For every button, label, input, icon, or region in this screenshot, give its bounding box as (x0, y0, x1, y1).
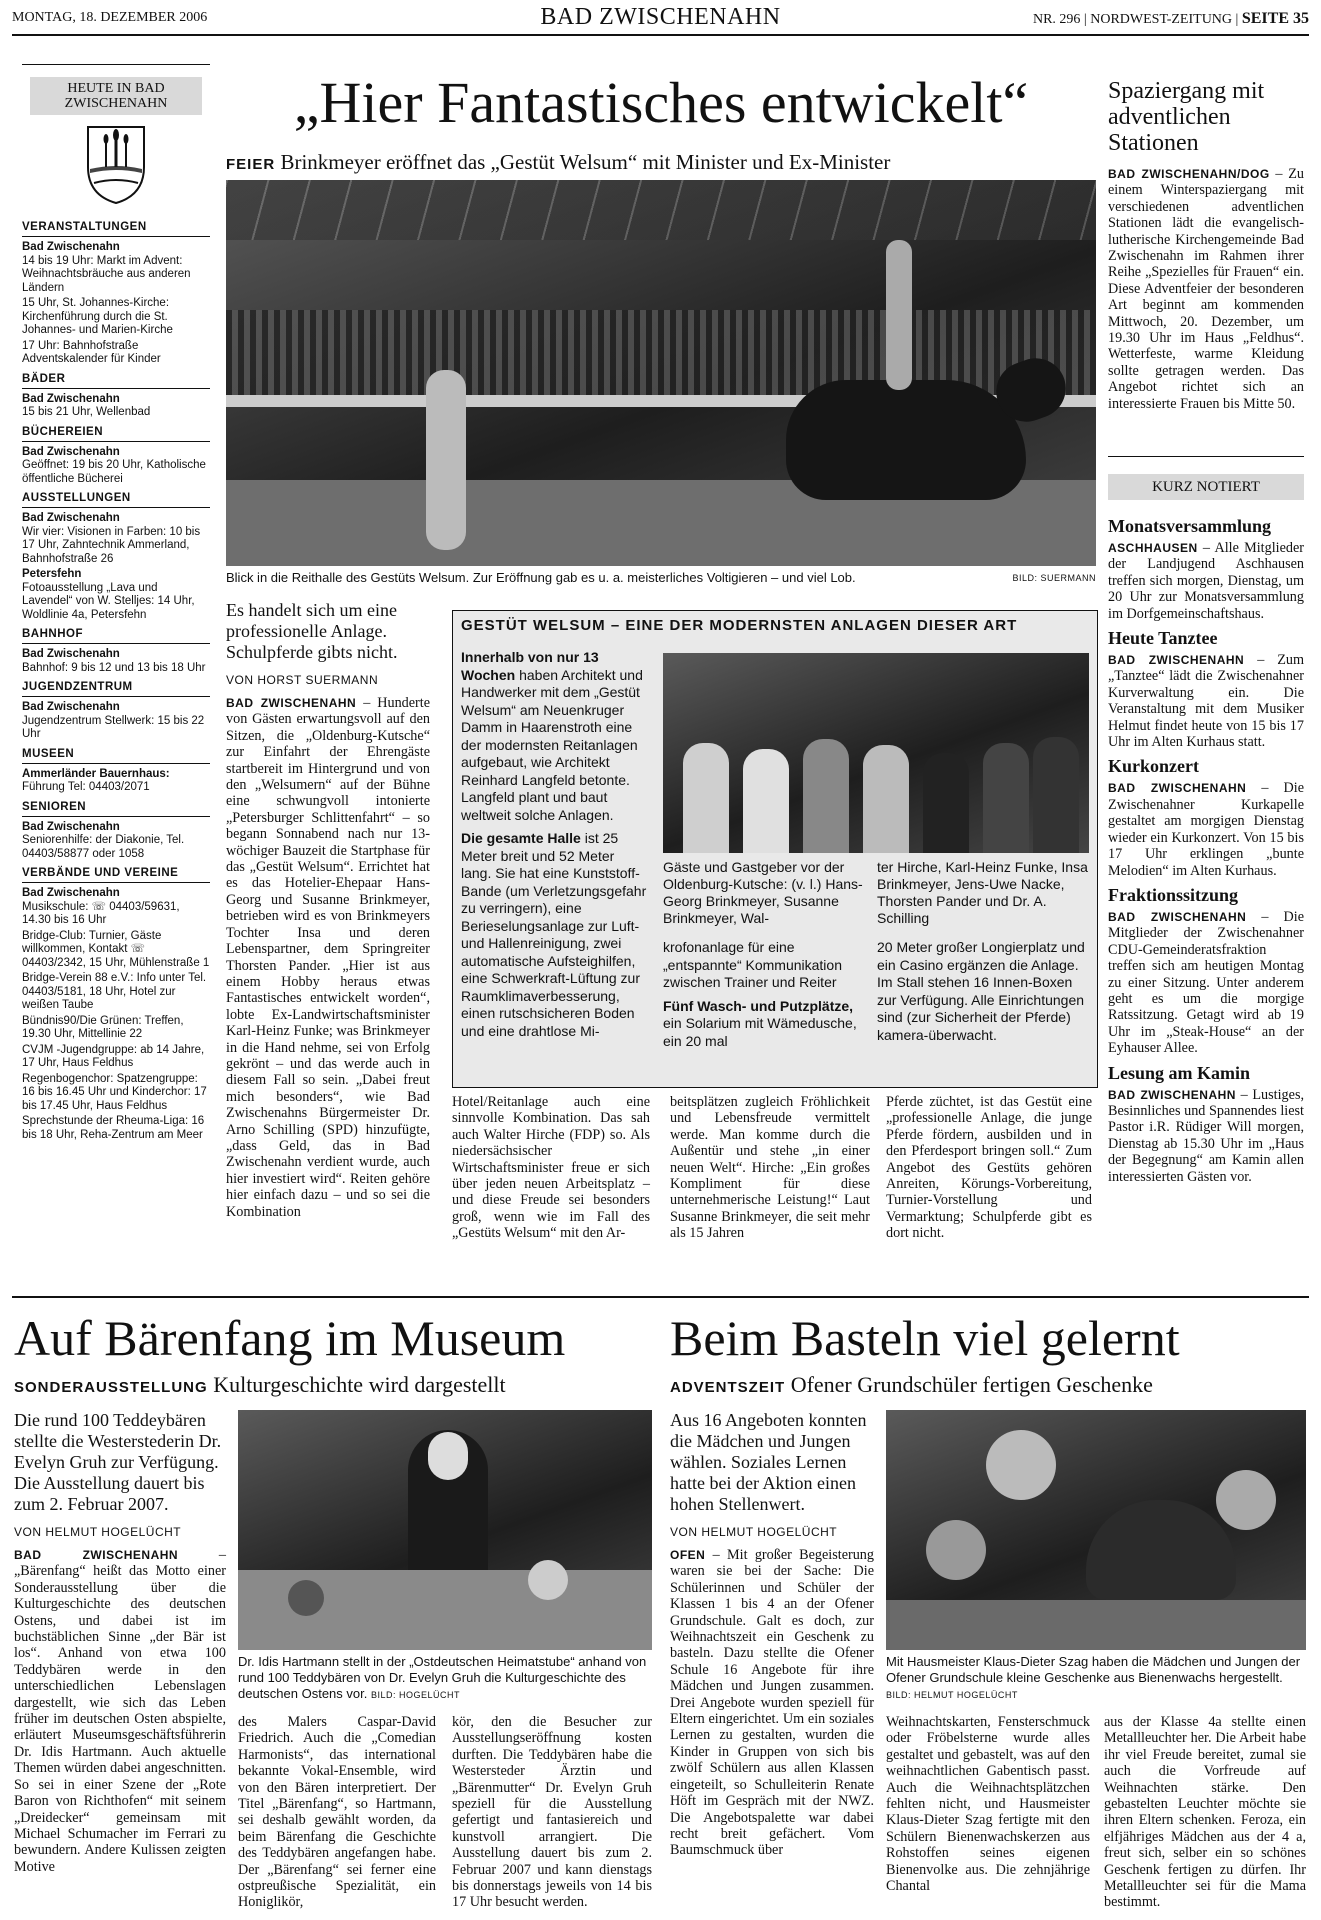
kurz-notiert-title: KURZ NOTIERT (1108, 474, 1304, 500)
main-intro: Es handelt sich um eine professionelle Anlage. Schulpferde gibts nicht. (226, 600, 398, 662)
sidebar-listings (22, 221, 210, 1142)
info-box (452, 610, 1098, 1088)
sidebar-listing: Bad Zwischenahn Musikschule: ☏ 04403/59631, 14.30 bis 16 Uhr (22, 887, 180, 926)
main-photo-caption: Blick in die Reithalle des Gestüts Welsum. Zur Eröffnung gab es u. a. meisterliches Voltigieren – und viel Lob. (226, 570, 856, 585)
basteln-caption: Mit Hausmeister Klaus-Dieter Szag haben die Mädchen und Jungen der Ofener Grundschule kleine Geschenke aus Bienenwachs hergestellt. BILD: HELMUT HOGELÜCHT (886, 1654, 1301, 1700)
kurz-notiert-text: BAD ZWISCHENAHN – Die Mitglieder der Zwischenahner CDU-Gemeinderatsfraktion treffen sich am heutigen Montag zu einer Sitzung. Unter anderem geht es um die morgige Ratssitzung. Getagt wird ab 19 Uhr im „Steak-House“ an der Eyhauser Allee. (1108, 908, 1304, 1057)
sidebar-listing: Bad Zwischenahn 14 bis 19 Uhr: Markt im Advent: Weihnachtsbräuche aus anderen Ländern (22, 241, 191, 294)
walk-title: Spaziergang mit adventlichen Stationen (1108, 78, 1265, 156)
walk-article: Spaziergang mit adventlichen Stationen BAD ZWISCHENAHN/DOG – Zu einem Winterspaziergang mit verschiedenen adventlichen Stationen lädt die evangelisch-lutherische Kirchengemeinde Bad Zwischenahn im Rahmen ihrer Reihe „Spezielles für Frauen“ ein. Diese Adventfeier der besonderen Art beginnt am kommenden Mittwoch, 20. Dezember, um 19.30 Uhr im Haus „Feldhus“. Wetterfeste, warme Kleidung sollte getragen werden. Das Angebot richtet sich an interessierte Frauen bis Mitte 50. (1108, 78, 1305, 412)
basteln-subhead-line: ADVENTSZEIT Ofener Grundschüler fertigen Geschenke (670, 1372, 1153, 1397)
info-box-col2: krofonanlage für eine „entspannte“ Kommunikation zwischen Trainer und Reiter Fünf Wasch- und Putzplätze, ein Solarium mit Wämedusche, ein 20 mal (663, 939, 857, 1049)
guests-photo (663, 653, 1089, 853)
sidebar-section-heading: AUSSTELLUNGEN (22, 492, 210, 508)
main-text-col1: – Hunderte von Gästen erwartungsvoll auf den Sitzen, die „Oldenburg-Kutsche“ zur Einfahrt der Ehrengäste startbereit im Hintergrund und von den „Welsumern“ auf der Bühne eine schwungvoll intonierte „Petersburger Schlittenfahrt“ – so begann Sonnabend nach nur 13-wöchiger Bauzeit die Startphase für das „Gestüt Welsum“. Errichtet hat es das Hotelier-Ehepaar Hans-Georg und Susanne Brinkmeyer, betrieben wird es von Brinkmeyers Tochter Insa und deren Lebenspartner, dem Springreiter Thorsten Pander. „Hier ist aus einem Hobby heraus etwas Fantastisches entwickelt worden“, lobte Ex-Landwirtschaftsminister Karl-Heinz Funke; was Brinkmeyer in die Hand nehme, sei von Erfolg gekrönt – und das werde auch in diesem Fall so sein. „Dabei freut mich besonders“, wie Bad Zwischenahns Bürgermeister Dr. Arno Schilling (SPD) hinzufügte, „dass Geld, das in Bad Zwischenahn verdient wurde, auch hier investiert wird“. Reiten gehöre hier einfach dazu – und so sei die Kombination (226, 695, 431, 1220)
main-headline: „Hier Fantastisches entwickelt“ (293, 70, 1029, 135)
info-box-title: GESTÜT WELSUM – EINE DER MODERNSTEN ANLAGEN DIESER ART (461, 617, 1018, 634)
sidebar-listing: Petersfehn Fotoausstellung „Lava und Lavendel“ von W. Stelljes: 14 Uhr, Woldlinie 4a, Petersfehn (22, 568, 195, 621)
sidebar-listing: Bad Zwischenahn 15 bis 21 Uhr, Wellenbad (22, 392, 151, 418)
main-photo (226, 180, 1096, 566)
sidebar-listing: Bad Zwischenahn Wir vier: Visionen in Farben: 10 bis 17 Uhr, Zahntechnik Ammerland, Bahnhofstraße 26 (22, 512, 201, 565)
basteln-col2: Weihnachtskarten, Fensterschmuck oder Fröbelsterne wurde alles gestaltet und gebastelt, was auf den weihnachtlichen Gabentisch passt. Auch die Weihnachtsplätzchen fehlten nicht, und Hausmeister Klaus-Dieter Szag fertigte mit den Schülern Bienenwachskerzen aus Rohstoffen seines eigenen Bienenvolke aus. Die zehnjährige Chantal (886, 1714, 1090, 1895)
sidebar-listing: Bad Zwischenahn Bahnhof: 9 bis 12 und 13 bis 18 Uhr (22, 648, 206, 674)
kurz-notiert-text: BAD ZWISCHENAHN – Zum „Tanztee“ lädt die Zwischenahner Kurverwaltung ein. Die Veranstaltung mit dem Musiker Helmut findet heute von 15 bis 17 Uhr im Alten Kurhaus statt. (1108, 652, 1305, 751)
kurz-notiert-text: BAD ZWISCHENAHN – Lustiges, Besinnliches und Spannendes liest Pastor i.R. Rüdiger Will morgen, Dienstag ab 15.30 Uhr im „Haus der Begegnung“ am Kamin allen interessierten Gästen vor. (1108, 1086, 1305, 1185)
kurz-notiert-text: ASCHHAUSEN – Alle Mitglieder der Landjugend Aschhausen treffen sich morgen, Dienstag, um 20 Uhr zur Monatsversammlung im Dorfgemeinschaftshaus. (1108, 540, 1305, 622)
kurz-notiert (1108, 510, 1304, 1280)
museum-caption: Dr. Idis Hartmann stellt in der „Ostdeutschen Heimatstube“ anhand von rund 100 Teddybären von Dr. Evelyn Gruh die Kulturgeschichte des deutschen Ostens vor. BILD: HOGELÜCHT (238, 1654, 647, 1701)
kurz-notiert-text: BAD ZWISCHENAHN – Die Zwischenahner Kurkapelle gestaltet am morgigen Dienstag wieder ein Kurkonzert. Von 15 bis 17 Uhr erklingen „bunte Melodien“ im Alten Kurhaus. (1108, 780, 1304, 879)
sidebar-listing: Sprechstunde der Rheuma-Liga: 16 bis 18 Uhr, Reha-Zentrum am Meer (22, 1115, 205, 1141)
sidebar-section-heading: JUGENDZENTRUM (22, 681, 210, 697)
sidebar-listing: Regenbogenchor: Spatzengruppe: 16 bis 16.45 Uhr und Kinderchor: 17 bis 17.45 Uhr, Haus Feldhus (22, 1072, 207, 1112)
basteln-photo (886, 1410, 1306, 1650)
sidebar-listing: Ammerländer Bauernhaus: Führung Tel: 04403/2071 (22, 767, 170, 793)
sidebar-section-heading: VERANSTALTUNGEN (22, 221, 210, 237)
museum-photo (238, 1410, 652, 1650)
main-article-col2: Hotel/Reitanlage auch eine sinnvolle Kombination. Das sah auch Walter Hirche (FDP) so. Als niedersächsischer Wirtschaftsminister freue er sich über jeden neuen Arbeitsplatz – und diese Freude sei besonders groß, wenn wie im Fall des „Gestüts Welsum“ mit den Ar- (452, 1094, 650, 1242)
sidebar-section-heading: BAHNHOF (22, 628, 210, 644)
main-article-col4: Pferde züchtet, ist das Gestüt eine „professionelle Anlage, die junge Pferde fördern, ausbilden und in den Pferdesport bringen soll.“ Zum Angebot des Gestüts gehören Anreiten, Körungs-Vorbereitung, Turnier-Vorstellung und Vermarktung; Schulpferde gibt es dort nicht. (886, 1094, 1092, 1242)
main-kicker: FEIER (226, 156, 276, 173)
museum-col2: des Malers Caspar-David Friedrich. Auch die „Comedian Harmonists“, das international bekannte Vokal-Ensemble, wird von den Bären interpretiert. Der Titel „Bärenfang“, so Hartmann, sei deshalb gewählt worden, da beim Bärenfang die Geschichte des Teddybären angefangen habe. Der „Bärenfang“ sei ferner eine ostpreußische Spezialität, ein Honiglikör, (238, 1714, 436, 1911)
sidebar-listing: Bridge-Club: Turnier, Gäste willkommen, Kontakt ☏ 04403/2342, 15 Uhr, Mühlenstraße 1 (22, 929, 210, 969)
museum-col3: kör, den die Besucher zur Ausstellungseröffnung kosten durften. Die Teddybären habe die Westersteder Ärztin und „Bärenmutter“ Dr. Evelyn Gruh speziell für die Ausstellung gefertigt und fantasiereich und kunstvoll arrangiert. Die Ausstellung dauert bis zum 2. Februar 2007 und kann dienstags bis donnerstags jeweils von 14 bis 17 Uhr besucht werden. (452, 1714, 652, 1911)
museum-subhead-line: SONDERAUSSTELLUNG Kulturgeschichte wird dargestellt (14, 1372, 506, 1397)
main-byline: VON HORST SUERMANN (226, 673, 379, 687)
sidebar-listing: Bad Zwischenahn Geöffnet: 19 bis 20 Uhr, Katholische öffentliche Bücherei (22, 445, 206, 485)
main-dateline: BAD ZWISCHENAHN (226, 696, 357, 710)
main-article-col3: beitsplätzen zugleich Fröhlichkeit und Lebensfreude vermittelt werde. Man komme durch die Außentür und stehe „in einer neuen Welt“. Hirche: „Ein großes Kompliment für diese unternehmerische Leistung!“ Laut Susanne Brinkmeyer, die seit mehr als 15 Jahren (670, 1094, 870, 1242)
kurz-notiert-heading: Heute Tanztee (1108, 628, 1218, 649)
sidebar-listing: Bad Zwischenahn Seniorenhilfe: der Diakonie, Tel. 04403/58877 oder 1058 (22, 820, 185, 860)
masthead-section: BAD ZWISCHENAHN (540, 4, 781, 30)
sidebar-box-title: HEUTE IN BAD ZWISCHENAHN (30, 77, 202, 115)
info-box-col3: 20 Meter großer Longierplatz und ein Casino ergänzen die Anlage. Im Stall stehen 16 Innen-Boxen zur Verfügung. Alle Einrichtungen sind (zur Sicherheit der Pferde) kamera-überwacht. (877, 939, 1085, 1043)
sidebar-listing: CVJM -Jugendgruppe: ab 14 Jahre, 17 Uhr, Haus Feldhus (22, 1043, 205, 1069)
guests-caption-2: ter Hirche, Karl-Heinz Funke, Insa Brinkmeyer, Jens-Uwe Nacke, Thorsten Pander und Dr. A. Schilling (877, 859, 1088, 926)
sidebar-section-heading: BÜCHEREIEN (22, 426, 210, 442)
masthead-right: NR. 296 | NORDWEST-ZEITUNG | SEITE 35 (1032, 10, 1309, 27)
main-subhead-line (226, 150, 1096, 176)
kurz-notiert-heading: Kurkonzert (1108, 756, 1199, 777)
kurz-notiert-heading: Monatsversammlung (1108, 516, 1271, 536)
museum-headline: Auf Bärenfang im Museum (14, 1310, 566, 1366)
sidebar-section-heading: BÄDER (22, 373, 210, 389)
info-box-col1: Innerhalb von nur 13 Wochen haben Architekt und Handwerker mit dem „Gestüt Welsum“ am Neuenkruger Damm in Haarenstroth eine der modernsten Reitanlagen aufgebaut, wie Architekt Reinhard Langfeld betonte. Langfeld plant und baut weltweit solche Anlagen. Die gesamte Halle ist 25 Meter breit und 52 Meter lang. Sie hat eine Kunststoff-Bande (um Verletzungsgefahr zu verringern), eine Berieselungsanlage zur Luft- und Hallenreinigung, zwei automatische Aufsteighilfen, eine Schwerkraft-Lüftung zur Raumklimaverbesserung, einen rutschsicheren Boden und eine drahtlose Mi- (461, 649, 647, 1039)
sidebar-listing: 17 Uhr: Bahnhofstraße Adventskalender für Kinder (22, 339, 161, 365)
kurz-notiert-heading: Fraktionssitzung (1108, 884, 1239, 905)
basteln-col1: Aus 16 Angeboten konnten die Mädchen und Jungen wählen. Soziales Lernen hatte bei der Aktion einen hohen Stellenwert. VON HELMUT HOGELÜCHT OFEN – Mit großer Begeisterung waren sie bei der Sache: Die Schülerinnen und Schüler der Klassen 1 bis 4 an der Ofener Grundschule. Galt es doch, zur Weihnachtszeit ein Geschenk zu basteln. Dazu stellte die Ofener Schule 16 Angebote für ihre Mädchen und Jungen zusammen. Drei Angebote wurden speziell für Eltern eingerichtet. Um ein soziales Lernen zu gestalten, wurden die Kinder in Gruppen von sich bis zwölf Schülern aus allen Klassen eingeteilt, so Schulleiterin Renate Höft im Gespräch mit der NWZ. Die Angebotspalette war dabei recht breit gefächert. Vom Baumschmuck über (670, 1410, 874, 1859)
guests-caption-1: Gäste und Gastgeber vor der Oldenburg-Kutsche: (v. l.) Hans-Georg Brinkmeyer, Susanne Brinkmeyer, Wal- (663, 859, 863, 926)
main-article-col1 (226, 600, 431, 1220)
sidebar (22, 64, 210, 1141)
walk-text: – Zu einem Winterspaziergang mit verschiedenen adventlichen Stationen lädt die evangelisch-lutherische Kirchengemeinde Bad Zwischenahn im Rahmen ihrer Reihe „Spezielles für Frauen“ ein. Diese Adventfeier der besonderen Art beginnt am kommenden Mittwoch, 20. Dezember, um 19.30 Uhr im Haus „Feldhus“. Wetterfeste, warme Kleidung sollte getragen werden. Das Angebot richtet sich an interessierte Frauen bis Mitte 50. (1108, 166, 1305, 412)
main-photo-credit: BILD: SUERMANN (1012, 573, 1096, 583)
sidebar-section-heading: SENIOREN (22, 801, 210, 817)
basteln-col3: aus der Klasse 4a stellte einen Metallleuchter her. Die Arbeit habe ihr viel Freude bereitet, zumal sie auch die Vorfreude auf Weihnachten stärke. Den gebastelten Leuchter möchte sie ihren Eltern schenken. Feroza, ein elfjähriges Mädchen aus der 4 a, freut sich, selber ein so schönes Geschenk fertigen zu dürfen. Ihr Metallleuchter sei für die Mama bestimmt. (1104, 1714, 1306, 1911)
sidebar-section-heading: MUSEEN (22, 748, 210, 764)
sidebar-listing: Bad Zwischenahn Jugendzentrum Stellwerk: 15 bis 22 Uhr (22, 701, 205, 740)
main-subhead: Brinkmeyer eröffnet das „Gestüt Welsum“ mit Minister und Ex-Minister (280, 150, 891, 174)
museum-col1: Die rund 100 Teddeybären stellte die Westerstederin Dr. Evelyn Gruh zur Verfügung. Die Ausstellung dauert bis zum 2. Februar 2007. VON HELMUT HOGELÜCHT BAD ZWISCHENAHN – „Bärenfang“ heißt das Motto einer Sonderausstellung über die Kulturgeschichte des deutschen Ostens, und dabei ist im buchstäblichen Sinne „der Bär ist los“. Anhand von etwa 100 Teddybären werde in den unterschiedlichen Lebenslagen dargestellt, wie sich das Leben früher im deutschen Osten abspielte, erläutert Museumsgeschäftsführerin Dr. Idis Hartmann. Auch aktuelle Themen würden dabei angeschnitten. So sei in einer Szene der „Rote Baron von Richthofen“ mit seinem „Dreidecker“ gemeinsam mit Michael Schumacher im Ferrari zu bewundern. Andere Kulissen zeigten Motive (14, 1410, 226, 1875)
municipal-coat-of-arms-icon (84, 123, 148, 207)
basteln-headline: Beim Basteln viel gelernt (670, 1310, 1180, 1366)
sidebar-listing: Bündnis90/Die Grünen: Treffen, 19.30 Uhr, Mittellinie 22 (22, 1014, 184, 1040)
sidebar-listing: 15 Uhr, St. Johannes-Kirche: Kirchenführung durch die St. Johannes- und Marien-Kirche (22, 297, 173, 336)
sidebar-section-heading: VERBÄNDE UND VEREINE (22, 867, 210, 883)
masthead-date: MONTAG, 18. DEZEMBER 2006 (12, 10, 208, 25)
masthead (12, 0, 1309, 36)
kurz-notiert-heading: Lesung am Kamin (1108, 1062, 1251, 1083)
page-number: SEITE 35 (1241, 10, 1309, 27)
sidebar-listing: Bridge-Verein 88 e.V.: Info unter Tel. 04403/5181, 18 Uhr, Hotel zur weißen Taube (22, 972, 207, 1011)
